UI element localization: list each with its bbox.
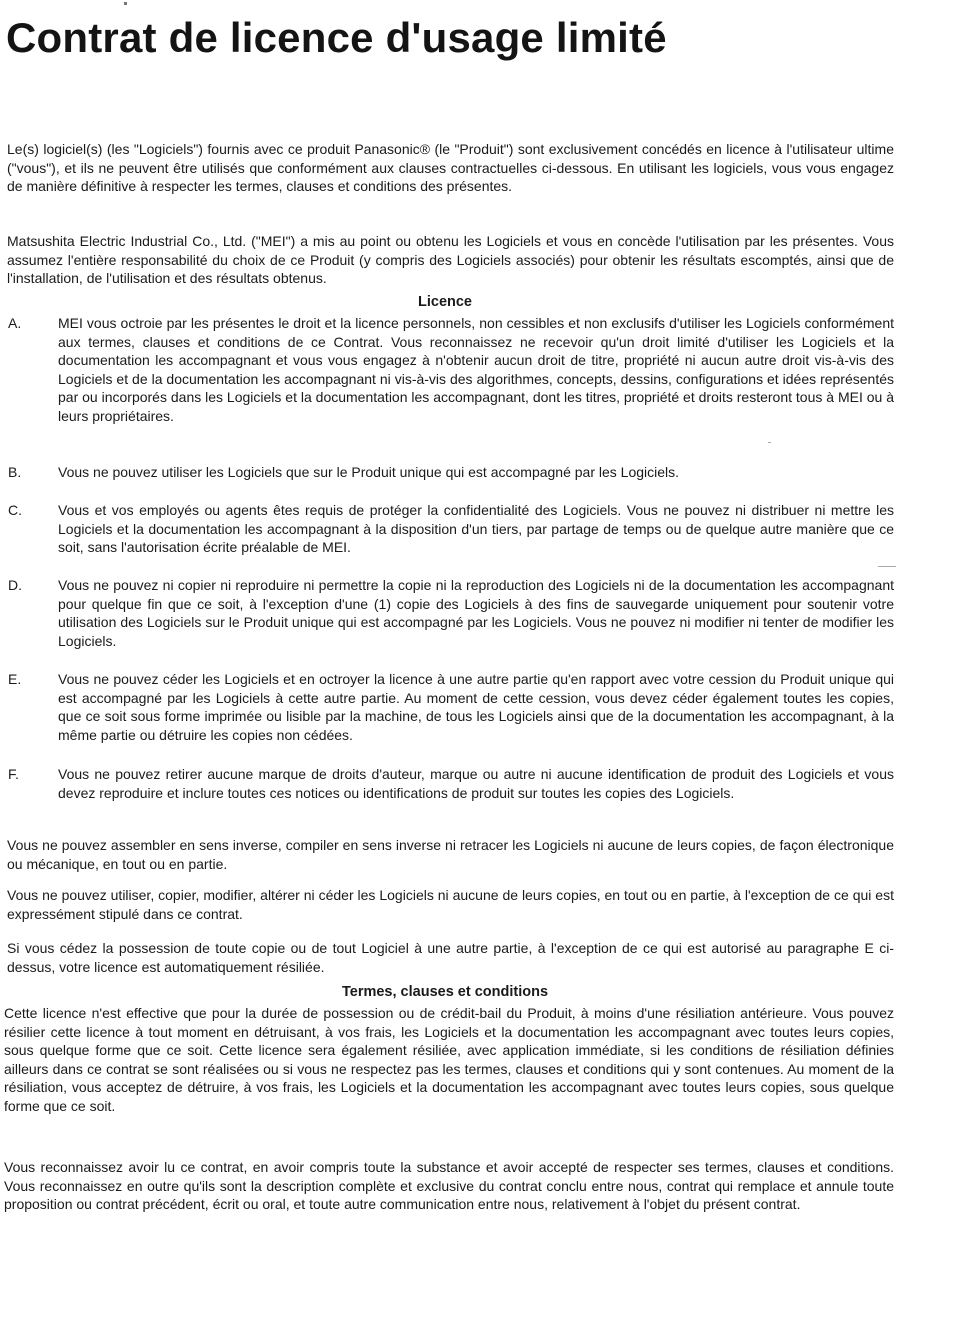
intro-paragraph-1: Le(s) logiciel(s) (les "Logiciels") fournis avec ce produit Panasonic® (le "Produit") sont exclusivement concédés en licence à l'utilisateur ultime ("vous"), et ils ne peuvent être utilisés que conformément aux clauses contractuelles ci-dessous. En utilisant les logiciels, vous vous engagez de manière définitive à respecter les termes, clauses et conditions des présentes. [7, 141, 894, 195]
terms-paragraph-1: Cette licence n'est effective que pour la durée de possession ou de crédit-bail du Produit, à moins d'une résiliation antérieure. Vous pouvez résilier cette licence à tout moment en détruisant, à vos frais, les Logiciels et la documentation les accompagnant avec toutes leurs copies, sous quelque forme que ce soit. Cette licence sera également résiliée, avec application immédiate, si les conditions de résiliation définies ailleurs dans ce contrat se sont réalisées ou si vous ne respectez pas les termes, clauses et conditions qui y sont contenues. Au moment de la résiliation, vous acceptez de détruire, à vos frais, les Logiciels et la documentation les accompagnant avec toutes leurs copies, sous quelque forme que ce soit. [4, 1005, 894, 1114]
clause-letter: A. [8, 315, 22, 331]
clause-text: MEI vous octroie par les présentes le droit et la licence personnels, non cessibles et non exclusifs d'utiliser les Logiciels conformément aux termes, clauses et conditions de ce Contrat. Vous reconnaissez ne recevoir qu'un droit limité d'utiliser les Logiciels et la documentation les accompagnant et vous vous engagez à n'obtenir aucun droit de titre, propriété ni aucun autre droit vis-à-vis des Logiciels et de la documentation les accompagnant ni vis-à-vis des algorithmes, concepts, dessins, configurations et idées représentés par ou incorporés dans les Logiciels et la documentation les accompagnant, dont les titres, propriété et droits resteront tous à MEI ou à leurs propriétaires. [58, 315, 894, 424]
clause-text: Vous et vos employés ou agents êtes requis de protéger la confidentialité des Logiciels. Vous ne pouvez ni distribuer ni mettre les Logiciels et la documentation les accompagnant à la disposition d'un tiers, par partage de temps ou de quelque autre manière que ce soit, sans l'autorisation écrite préalable de MEI. [58, 502, 894, 556]
after-clauses-paragraph-3: Si vous cédez la possession de toute copie ou de tout Logiciel à une autre partie, à l'exception de ce qui est autorisé au paragraphe E ci-dessus, votre licence est automatiquement résiliée. [7, 940, 894, 975]
terms-paragraph-2: Vous reconnaissez avoir lu ce contrat, en avoir compris toute la substance et avoir accepté de respecter ses termes, clauses et conditions. Vous reconnaissez en outre qu'ils sont la description complète et exclusive du contrat conclu entre nous, contrat qui remplace et annule toute proposition ou contrat précédent, écrit ou oral, et toute autre communication entre nous, relativement à l'objet du présent contrat. [4, 1159, 894, 1213]
clause-text: Vous ne pouvez retirer aucune marque de droits d'auteur, marque ou autre ni aucune identification de produit des Logiciels et vous devez reproduire et inclure toutes ces notices ou identifications de produit sur toutes les copies des Logiciels. [58, 766, 894, 801]
clause-letter: D. [8, 577, 22, 593]
terms-heading: Termes, clauses et conditions [341, 984, 549, 1000]
clause-b [8, 463, 894, 482]
clause-text: Vous ne pouvez ni copier ni reproduire ni permettre la copie ni la reproduction des Logiciels ni de la documentation les accompagnant pour quelque fin que ce soit, à l'exception d'une (1) copie des Logiciels à des fins de sauvegarde uniquement pour soutenir votre utilisation des Logiciels sur le Produit unique qui est accompagné par les Logiciels. Vous ne pouvez ni modifier ni tenter de modifier les Logiciels. [58, 577, 894, 649]
clause-letter: B. [8, 464, 22, 480]
document-title: Contrat de licence d'usage limité [6, 14, 667, 61]
clause-letter: F. [8, 766, 19, 782]
clause-a [8, 314, 894, 426]
scan-speck [878, 566, 896, 567]
clause-c [8, 501, 894, 557]
clause-letter: E. [8, 671, 22, 687]
clause-f [8, 765, 894, 802]
clause-text: Vous ne pouvez céder les Logiciels et en octroyer la licence à une autre partie qu'en rapport avec votre cession du Produit unique qui est accompagné par les Logiciels à cette autre partie. Au moment de cette cession, vous devez céder également toutes les copies, que ce soit sous forme imprimée ou lisible par la machine, de tous les Logiciels ainsi que de la documentation les accompagnant, à la même partie ou détruire les copies non cédées. [58, 671, 894, 743]
clause-text: Vous ne pouvez utiliser les Logiciels que sur le Produit unique qui est accompagné par les Logiciels. [58, 464, 680, 480]
licence-heading: Licence [418, 294, 472, 310]
clause-e [8, 670, 894, 744]
scan-speck [124, 2, 127, 5]
clause-letter: C. [8, 502, 22, 518]
clause-d [8, 576, 894, 650]
after-clauses-paragraph-1: Vous ne pouvez assembler en sens inverse, compiler en sens inverse ni retracer les Logiciels ni aucune de leurs copies, de façon électronique ou mécanique, en tout ou en partie. [7, 837, 894, 872]
intro-paragraph-2: Matsushita Electric Industrial Co., Ltd. ("MEI") a mis au point ou obtenu les Logiciels et vous en concède l'utilisation par les présentes. Vous assumez l'entière responsabilité du choix de ce Produit (y compris des Logiciels associés) pour obtenir les résultats escomptés, ainsi que de l'installation, de l'utilisation et des résultats obtenus. [7, 233, 894, 287]
scan-speck [768, 442, 771, 443]
after-clauses-paragraph-2: Vous ne pouvez utiliser, copier, modifier, altérer ni céder les Logiciels ni aucune de leurs copies, en tout ou en partie, à l'exception de ce qui est expressément stipulé dans ce contrat. [7, 887, 894, 922]
